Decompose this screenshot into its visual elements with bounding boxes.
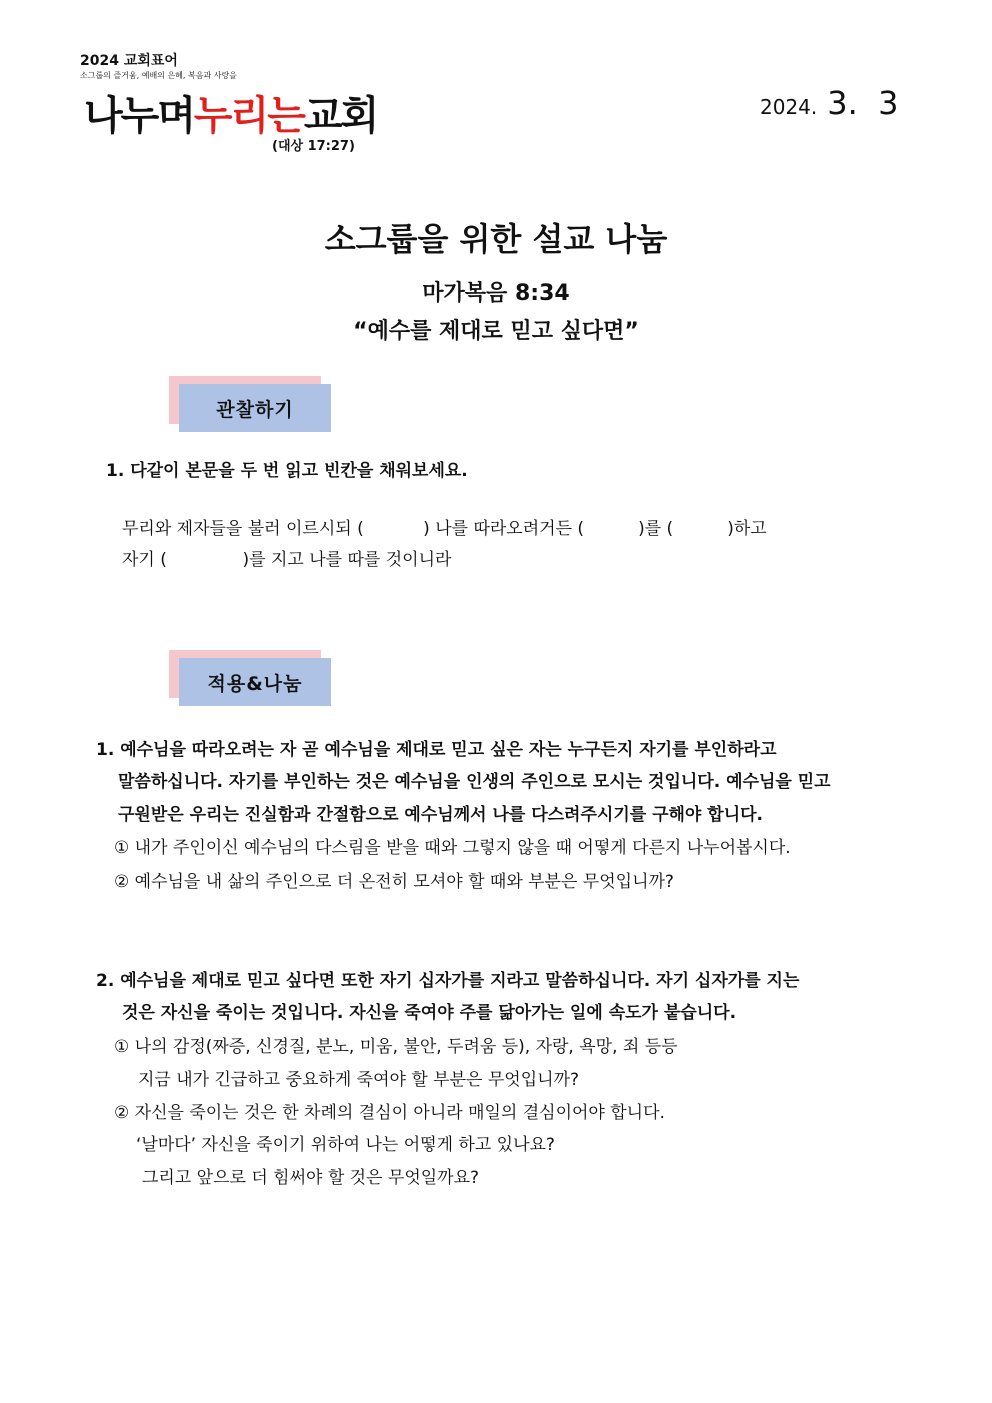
bible-reference: (대상 17:27) xyxy=(272,139,355,154)
q2-item-1b: 지금 내가 긴급하고 중요하게 죽여야 할 부분은 무엇입니까? xyxy=(138,1070,579,1090)
label-box: 관찰하기 xyxy=(179,384,331,432)
q1-item-2: ② 예수님을 내 삶의 주인으로 더 온전히 모셔야 할 때와 부분은 무엇입니까? xyxy=(114,872,674,892)
q2-item-2c: 그리고 앞으로 더 힘써야 할 것은 무엇일까요? xyxy=(142,1168,480,1188)
q2-item-2b: ‘날마다’ 자신을 죽이기 위하여 나는 어떻게 하고 있나요? xyxy=(136,1135,555,1155)
motto-year: 2024 교회표어 xyxy=(80,53,178,69)
church-logo xyxy=(84,84,377,141)
q2-item-2a: ② 자신을 죽이는 것은 한 차례의 결심이 아니라 매일의 결심이어야 합니다. xyxy=(114,1103,665,1123)
scripture-reference: 마가복음 8:34 xyxy=(422,281,570,306)
label-box: 적용&나눔 xyxy=(179,658,331,706)
logo-part-2: 누리는 xyxy=(193,93,304,139)
fill-blank-line-1: 무리와 제자들을 불러 이르시되 ( ) 나를 따라오려거든 ( )를 ( )하고 xyxy=(122,519,767,539)
fill-blank-line-2: 자기 ( )를 지고 나를 따를 것이니라 xyxy=(122,550,452,570)
page-title: 소그룹을 위한 설교 나눔 xyxy=(324,220,668,258)
observe-question: 1. 다같이 본문을 두 번 읽고 빈칸을 채워보세요. xyxy=(106,461,468,481)
q2-line-1: 2. 예수님을 제대로 믿고 싶다면 또한 자기 십자가를 지라고 말씀하십니다. 자기 십자가를 지는 xyxy=(96,971,800,991)
q2-item-1a: ① 나의 감정(짜증, 신경질, 분노, 미움, 불안, 두려움 등), 자랑, 욕망, 죄 등등 xyxy=(114,1037,678,1057)
date-month-day: 3. 3 xyxy=(827,84,899,122)
section-label-apply xyxy=(179,658,331,706)
q1-line-1: 1. 예수님을 따라오려는 자 곧 예수님을 제대로 믿고 싶은 자는 누구든지 자기를 부인하라고 xyxy=(96,740,777,760)
q2-line-2: 것은 자신을 죽이는 것입니다. 자신을 죽여야 주를 닮아가는 일에 속도가 붙습니다. xyxy=(122,1003,737,1023)
q1-line-2: 말씀하십니다. 자기를 부인하는 것은 예수님을 인생의 주인으로 모시는 것입니다. 예수님을 믿고 xyxy=(118,772,831,792)
q1-line-3: 구원받은 우리는 진실함과 간절함으로 예수님께서 나를 다스려주시기를 구해야 합니다. xyxy=(118,805,763,825)
sermon-title: “예수를 제대로 믿고 싶다면” xyxy=(353,319,639,344)
section-label-observe xyxy=(179,384,331,432)
date xyxy=(760,84,899,122)
q1-item-1: ① 내가 주인이신 예수님의 다스림을 받을 때와 그렇지 않을 때 어떻게 다른지 나누어봅시다. xyxy=(114,838,791,858)
logo-part-1: 나누며 xyxy=(84,93,194,139)
motto-subtitle: 소그룹의 즐거움, 예배의 은혜, 복음과 사랑을 xyxy=(80,71,237,80)
date-year: 2024. xyxy=(760,95,818,119)
logo-part-3: 교회 xyxy=(303,93,378,139)
